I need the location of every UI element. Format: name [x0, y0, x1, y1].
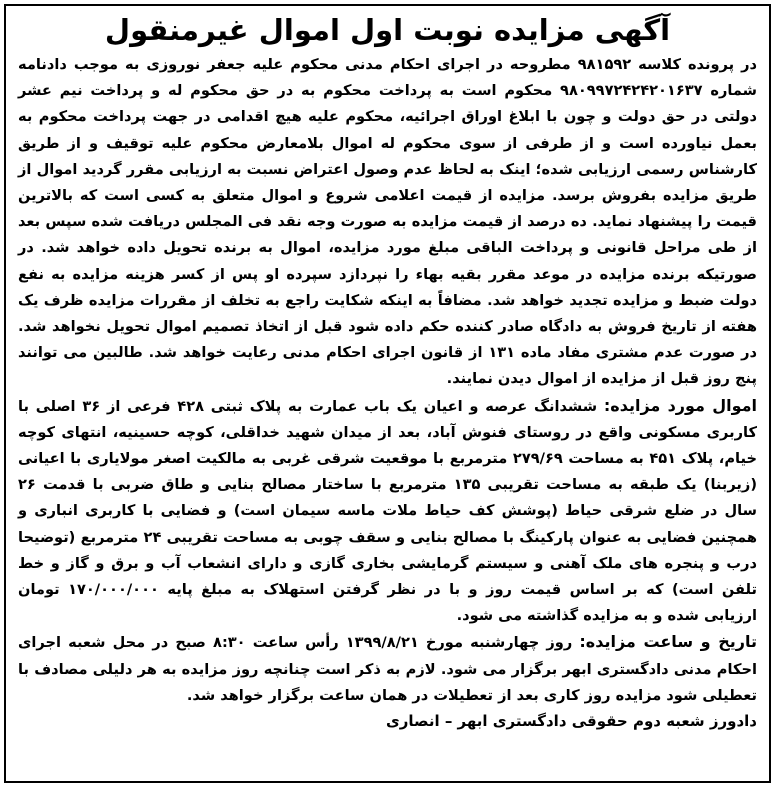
- date-text: روز چهارشنبه مورخ ۱۳۹۹/۸/۲۱ رأس ساعت ۸:۳۰ صبح در محل شعبه اجرای احکام مدنی دادگستری ابهر برگزار می شود. لازم به ذکر است چنانچه روز مزایده به هر دلیلی مصادف با تعطیلی شود مزایده روز کاری بعد از تعطیلات در همان ساعت برگزار خواهد شد.: [18, 634, 757, 704]
- notice-body: [6, 52, 769, 733]
- intro-paragraph: در پرونده کلاسه ۹۸۱۵۹۲ مطروحه در اجرای احکام مدنی محکوم علیه جعفر نوروزی به موجب دادنامه شماره ۹۸۰۹۹۷۲۴۲۴۲۰۱۶۳۷ محکوم است به پرداخت محکوم به در حق محکوم له و پرداخت نیم عشر دولتی در حق دولت و چون با ابلاغ اوراق اجرائیه، محکوم علیه هیچ اقدامی در جهت پرداخت محکوم به بعمل نیاورده است و از طرفی از سوی محکوم له اموال بلامعارض محکوم علیه توقیف و از طریق کارشناس رسمی ارزیابی شده؛ اینک به لحاظ عدم وصول اعتراض نسبت به ارزیابی مقرر گردید اموال از طریق مزایده بفروش برسد. مزایده از قیمت اعلامی شروع و اموال متعلق به کسی است که بالاترین قیمت را پیشنهاد نماید. ده درصد از قیمت مزایده به صورت وجه نقد فی المجلس دریافت شده سپس بعد از طی مراحل قانونی و پرداخت الباقی مبلغ مورد مزایده، اموال به برنده تحویل داده خواهد شد. در صورتیکه برنده مزایده در موعد مقرر بقیه بهاء را نپردازد سپرده او پس از کسر هزینه مزایده به نفع دولت ضبط و مزایده تجدید خواهد شد. مضافاً به اینکه شکایت راجع به تخلف از مقررات مزایده ظرف یک هفته از تاریخ فروش به دادگاه صادر کننده حکم داده شود قبل از اتخاذ تصمیم اموال تحویل نخواهد شد. در صورت عدم مشتری مفاد ماده ۱۳۱ از قانون اجرای احکام مدنی رعایت خواهد شد. طالبین می توانند پنج روز قبل از مزایده از اموال دیدن نمایند.: [18, 56, 758, 388]
- property-text: ششدانگ عرصه و اعیان یک باب عمارت به پلاک ثبتی ۴۲۸ فرعی از ۳۶ اصلی با کاربری مسکونی واقع در روستای فنوش آباد، بعد از میدان شهید خداقلی، کوچه حسینیه، انتهای کوچه خیام، پلاک ۴۵۱ به مساحت ۲۷۹/۶۹ مترمربع با موقعیت شرقی غربی به مالکیت اصغر مولایاری با اعیانی (زیربنا) یک طبقه به مساحت تقریبی ۱۳۵ مترمربع با ساختار مصالح بنایی و طاق ضربی با قدمت ۲۶ سال در ضلع شرقی حیاط (پوشش کف حیاط ملات ماسه سیمان است) و فضایی با کاربری انباری و همچنین فضایی به عنوان پارکینگ با مصالح بنایی و سقف چوبی به مساحت تقریبی ۲۴ مترمربع (توضیحا درب و پنجره های ملک آهنی و سیستم گرمایشی بخاری گازی و دارای انشعاب آب و برق و گاز و خط تلفن است) که بر اساس قیمت روز و با در نظر گرفتن استهلاک به مبلغ پایه ۱۷۰/۰۰۰/۰۰۰ تومان ارزیابی شده و به مزایده گذاشته می شود.: [18, 397, 757, 625]
- property-paragraph: [18, 393, 757, 630]
- property-heading: اموال مورد مزایده:: [603, 395, 758, 415]
- auction-notice: [4, 4, 771, 783]
- date-paragraph: [18, 629, 757, 709]
- signature: دادورز شعبه دوم حقوقی دادگستری ابهر – انصاری: [386, 712, 757, 731]
- date-heading: تاریخ و ساعت مزایده:: [579, 632, 757, 652]
- notice-title: آگهی مزایده نوبت اول اموال غیرمنقول: [104, 13, 671, 47]
